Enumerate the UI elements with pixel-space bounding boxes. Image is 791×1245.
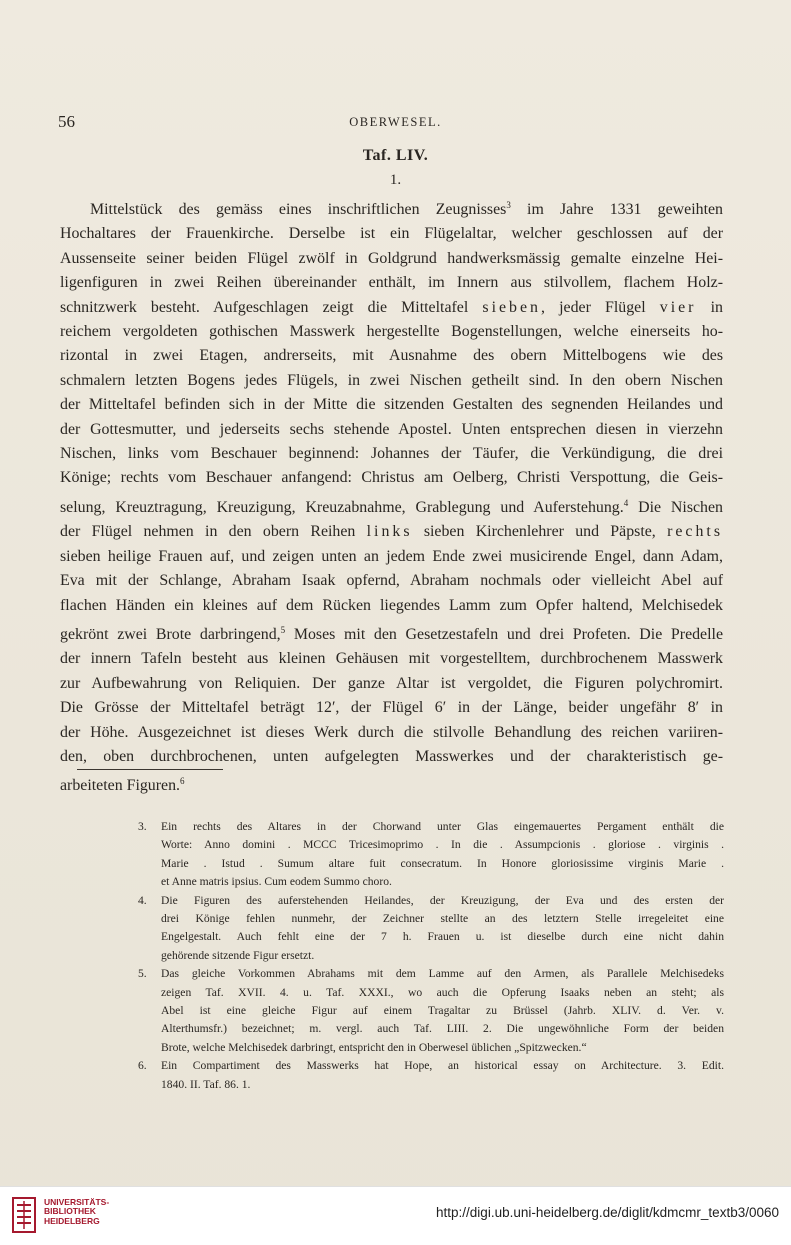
footnote-ref[interactable]: 6 [180,776,185,787]
body-line: ligenfiguren in zwei Reihen übereinander enthält, im Innern aus stilvollem, flachem Holz- [60,274,723,292]
body-line: den, oben durchbrochenen, unten aufgelegten Masswerkes und der charakteristisch ge- [60,747,723,765]
body-line: der Gottesmutter, und jederseits sechs stehende Apostel. Unten entsprechen diesen in vierzehn [60,420,723,438]
page-number: 56 [58,112,75,131]
footnote-number: 4. [138,893,147,907]
digitization-footer [0,1186,791,1245]
body-line: gekrönt zwei Brote darbringend,$^5$ Moses mit den Gesetzestafeln und drei Profeten. Die Predelle [60,624,723,643]
body-line: der Mitteltafel befinden sich in der Mitte die sitzenden Gestalten des segnenden Heilandes und [60,396,723,414]
body-line: rizontal in zwei Etagen, andrerseits, mit Ausnahme des obern Mittelbogens wie des [60,347,723,365]
body-line: Mittelstück des gemäss eines inschriftlichen Zeugnisses$^3$ im Jahre 1331 geweihten [90,200,723,218]
university-library-logo-icon [10,1195,38,1235]
footnote-number: 5. [138,967,147,981]
institution-name: UNIVERSITÄTS- BIBLIOTHEK HEIDELBERG [44,1197,110,1226]
running-head: OBERWESEL. [349,115,442,129]
body-text [60,193,723,799]
footnote-ref[interactable]: 5 [280,624,286,635]
body-line: der Höhe. Ausgezeichnet ist dieses Werk durch die stilvolle Behandlung des reichen variiren- [60,723,723,741]
body-line: der innern Tafeln besteht aus kleinen Gehäusen mit vorgestelltem, durchbrochenem Masswerk [60,650,723,668]
body-line: Die Grösse der Mitteltafel beträgt 12′, der Flügel 6′ in der Länge, beider ungefähr 8′ in [60,699,723,717]
source-url-link[interactable]: http://digi.ub.uni-heidelberg.de/diglit/kdmcmr_textb3/0060 [436,1205,779,1220]
body-line: Nischen, links vom Beschauer beginnend: Johannes der Täufer, die Verkündigung, die drei [60,445,723,463]
plate-subnumber: 1. [389,172,402,188]
body-line: der Flügel nehmen in den obern Reihen links sieben Kirchenlehrer und Päpste, rechts [60,523,724,541]
body-line: sieben heilige Frauen auf, und zeigen unten an jedem Ende zwei musicirende Engel, dann Adam, [60,547,723,565]
footnote-6: 6. Ein Compartiment des Masswerks hat Hope, an historical essay on Architecture. 3. Edit. 1840. II. Taf. 86. 1. [138,1059,724,1091]
body-line: schmalern letzten Bogens jedes Flügels, in zwei Nischen getheilt sind. In den obern Nischen [60,371,723,389]
plate-title: Taf. LIV. [362,147,429,164]
footnote-3: 3. Ein rechts des Altares in der Chorwand unter Glas eingemauertes Pergament enthält die Worte: Anno domini . MCCC Tricesimoprimo . In die . Assumpcionis . gloriose . virginis . Marie . Istud . Sumum altare fuit consecratum. In Honore gloriosissime virginis Marie . et Anne matris ipsius. Cum eodem Summo choro. [138,820,724,889]
body-line: zur Aufbewahrung von Reliquien. Der ganze Altar ist vergoldet, die Figuren polychromirt. [60,674,723,692]
footnote-5: 5. Das gleiche Vorkommen Abrahams mit dem Lamme auf den Armen, als Parallele Melchisedeks zeigen Taf. XVII. 4. u. Taf. XXXI., wo auch die Opferung Isaaks neben an steht; als Abel ist eine gleiche Figur auf einem Tragaltar zu Brüssel (Jahrb. XLIV. d. Ver. v. Alterthumsfr.) bezeichnet; m. vergl. auch Taf. LIII. 2. Die ungewöhnliche Form der beiden Brote, welche Melchisedek darbringt, entspricht den in Oberwesel üblichen „Spitzwecken.“ [138,967,724,1054]
body-line: Hochaltares der Frauenkirche. Derselbe ist ein Flügelaltar, welcher geschlossen auf der [60,225,723,243]
footnote-separator [77,769,223,770]
body-line: selung, Kreuztragung, Kreuzigung, Kreuzabnahme, Grablegung und Auferstehung.$^4$ Die Nischen [60,497,723,516]
footnote-4: 4. Die Figuren des auferstehenden Heilandes, der Kreuzigung, der Eva und des ersten der drei Könige fehlen nunmehr, der Zeichner stellte an des letztern Stelle irregeleitet eine Engelgestalt. Auch fehlt eine der 7 h. Frauen u. ist dieselbe durch eine nicht dahin gehörende sitzende Figur ersetzt. [138,893,724,962]
body-line: arbeiteten Figuren.$^6$ [60,776,185,795]
body-line: reichem vergoldeten gothischen Masswerk hergestellte Bogenstellungen, welche einerseits ho- [60,323,723,341]
footnotes [138,818,724,1094]
body-line: flachen Händen ein kleines auf dem Rücken liegendes Lamm zum Opfer haltend, Melchisedek [60,596,723,614]
body-line: Könige; rechts vom Beschauer anfangend: Christus am Oelberg, Christi Verspottung, die Geis- [60,469,723,487]
footnote-number: 3. [138,820,147,833]
body-line: schnitzwerk besteht. Aufgeschlagen zeigt die Mitteltafel sieben, jeder Flügel vier in [60,298,723,316]
body-line: Eva mit der Schlange, Abraham Isaak opfernd, Abraham nochmals oder vielleicht Abel auf [60,572,723,590]
body-line: Aussenseite seiner beiden Flügel zwölf in Goldgrund handwerksmässig gemalte einzelne Hei- [60,249,723,267]
footnote-number: 6. [138,1059,147,1073]
footnote-ref[interactable]: 3 [506,200,511,210]
footnote-ref[interactable]: 4 [623,497,629,508]
